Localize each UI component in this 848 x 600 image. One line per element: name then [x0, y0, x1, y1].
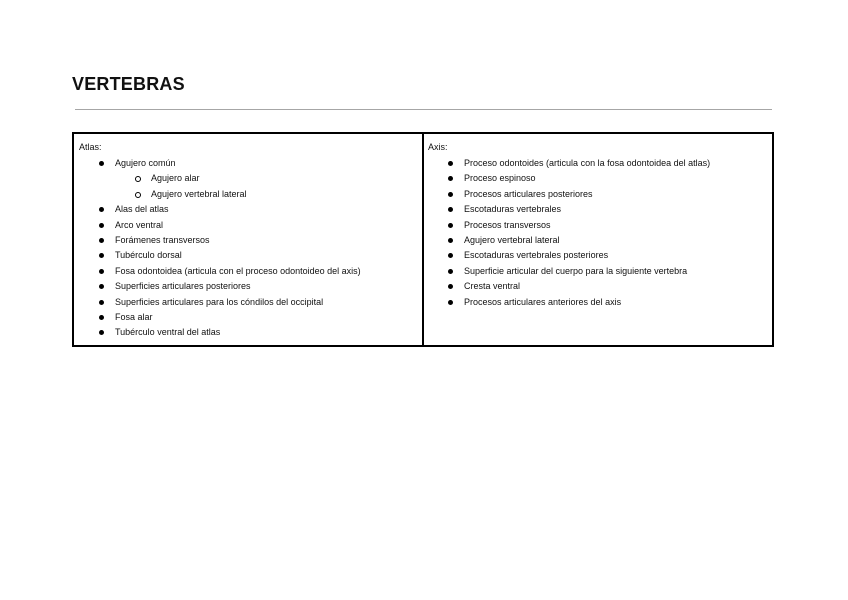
list-item [79, 279, 416, 294]
list-item-label: Tubérculo dorsal [115, 250, 182, 261]
page-title: VERTEBRAS [72, 74, 185, 94]
filled-circle-bullet-icon [448, 207, 453, 212]
list-item-label: Cresta ventral [464, 281, 521, 292]
hollow-circle-bullet-icon [135, 192, 141, 198]
atlas-list [79, 156, 416, 341]
list-item-label: Fosa odontoidea (articula con el proceso odontoideo del axis) [115, 265, 361, 276]
title-divider [75, 109, 772, 110]
list-item [79, 233, 416, 248]
list-item [79, 264, 416, 279]
list-item [79, 295, 416, 310]
list-item-label: Superficies articulares para los cóndilos del occipital [115, 296, 324, 307]
vertebrae-table [72, 132, 774, 347]
list-item-label: Forámenes transversos [115, 235, 210, 246]
axis-heading: Axis: [428, 142, 448, 152]
list-item [428, 248, 766, 263]
filled-circle-bullet-icon [448, 300, 453, 305]
atlas-heading: Atlas: [79, 142, 102, 152]
list-item-label: Agujero vertebral lateral [464, 235, 560, 246]
list-item-label: Agujero alar [151, 173, 200, 184]
filled-circle-bullet-icon [99, 330, 104, 335]
list-item [428, 171, 766, 186]
list-item [79, 156, 416, 171]
filled-circle-bullet-icon [99, 223, 104, 228]
list-item [79, 171, 416, 186]
filled-circle-bullet-icon [99, 300, 104, 305]
axis-column [424, 134, 772, 345]
list-item-label: Agujero común [115, 158, 176, 168]
list-item [428, 295, 766, 310]
filled-circle-bullet-icon [448, 223, 453, 228]
list-item [428, 218, 766, 233]
filled-circle-bullet-icon [448, 284, 453, 289]
list-item-label: Procesos articulares anteriores del axis [464, 296, 622, 307]
filled-circle-bullet-icon [99, 315, 104, 320]
list-item [428, 279, 766, 294]
filled-circle-bullet-icon [448, 269, 453, 274]
filled-circle-bullet-icon [448, 253, 453, 258]
list-item [428, 156, 766, 171]
list-item [428, 264, 766, 279]
list-item-label: Procesos articulares posteriores [464, 188, 593, 199]
filled-circle-bullet-icon [448, 192, 453, 197]
axis-list [428, 156, 766, 310]
list-item-label: Proceso odontoides (articula con la fosa odontoidea del atlas) [464, 158, 711, 168]
list-item [428, 187, 766, 202]
filled-circle-bullet-icon [99, 269, 104, 274]
filled-circle-bullet-icon [448, 176, 453, 181]
list-item-label: Escotaduras vertebrales posteriores [464, 250, 609, 261]
list-item [79, 310, 416, 325]
list-item [79, 187, 416, 202]
filled-circle-bullet-icon [99, 161, 104, 166]
list-item [428, 233, 766, 248]
list-item-label: Procesos transversos [464, 219, 551, 230]
filled-circle-bullet-icon [99, 207, 104, 212]
list-item [428, 202, 766, 217]
atlas-column [74, 134, 424, 345]
filled-circle-bullet-icon [99, 253, 104, 258]
list-item-label: Proceso espinoso [464, 173, 536, 184]
hollow-circle-bullet-icon [135, 176, 141, 182]
list-item-label: Escotaduras vertebrales [464, 204, 562, 215]
list-item [79, 248, 416, 263]
filled-circle-bullet-icon [99, 238, 104, 243]
list-item-label: Arco ventral [115, 219, 164, 230]
filled-circle-bullet-icon [99, 284, 104, 289]
list-item [79, 218, 416, 233]
list-item-label: Agujero vertebral lateral [151, 188, 247, 199]
list-item-label: Tubérculo ventral del atlas [115, 327, 221, 338]
list-item-label: Superficies articulares posteriores [115, 281, 251, 292]
list-item-label: Superficie articular del cuerpo para la siguiente vertebra [464, 265, 688, 276]
list-item-label: Alas del atlas [115, 204, 169, 215]
list-item [79, 202, 416, 217]
filled-circle-bullet-icon [448, 161, 453, 166]
list-item [79, 325, 416, 340]
list-item-label: Fosa alar [115, 312, 153, 323]
filled-circle-bullet-icon [448, 238, 453, 243]
